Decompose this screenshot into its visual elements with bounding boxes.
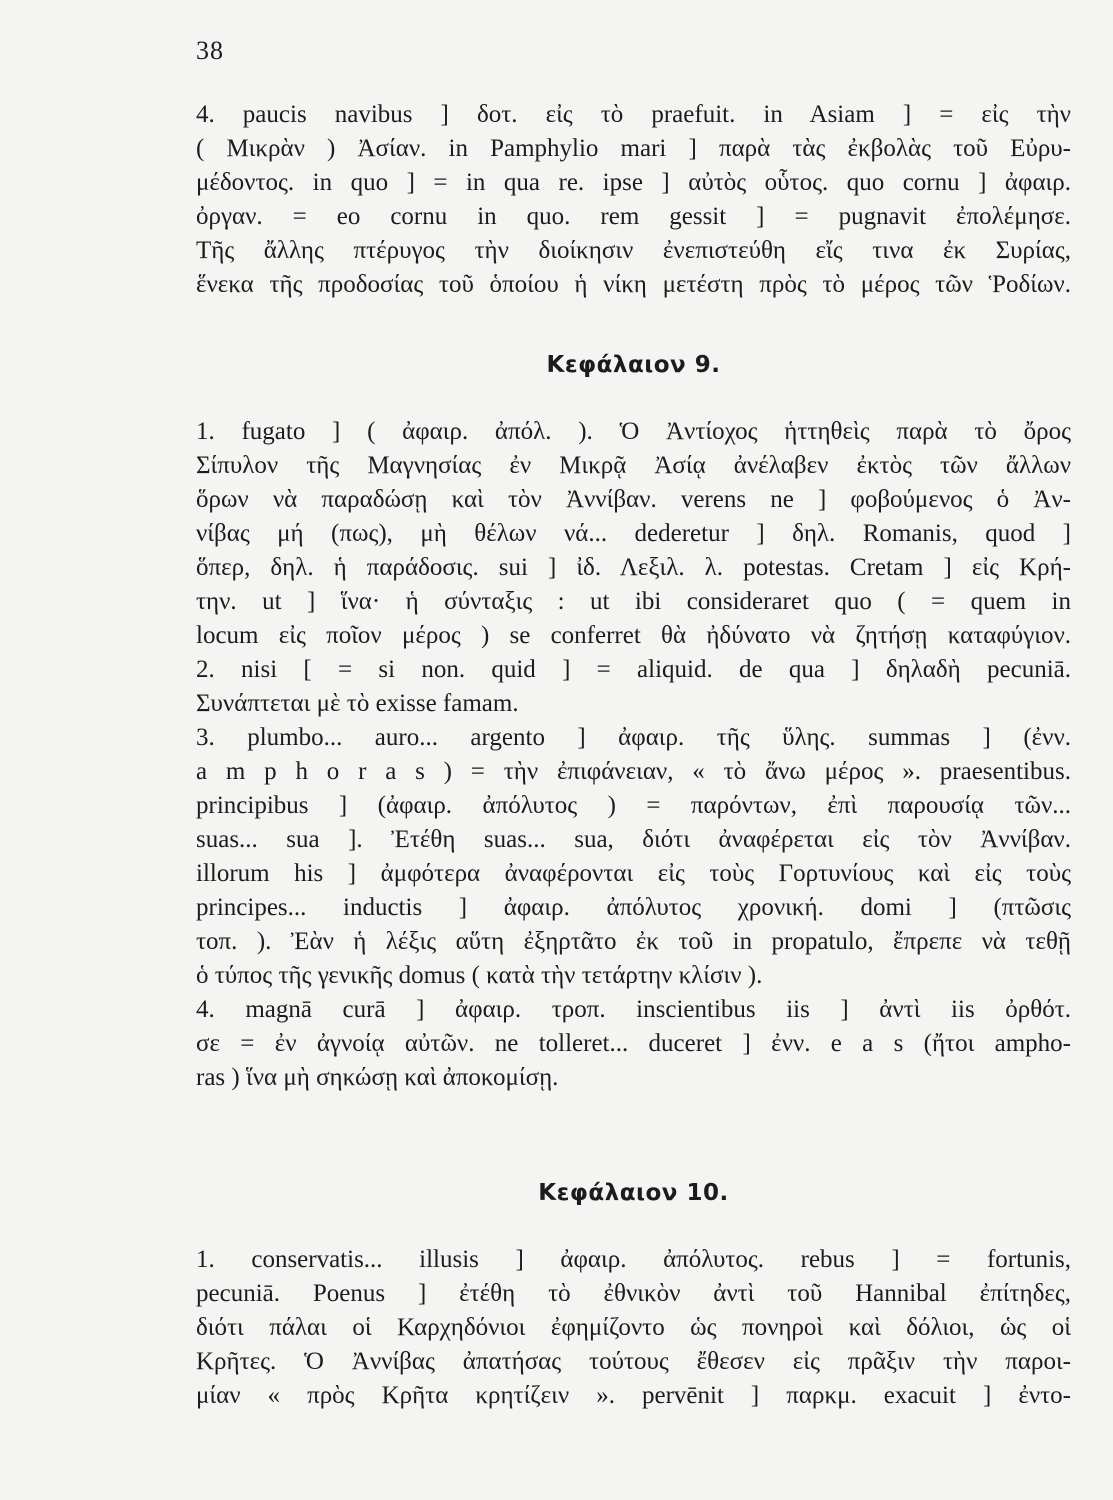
page-number: 38 xyxy=(196,36,224,65)
text-line: Συνάπτεται μὲ τὸ exisse famam. xyxy=(196,690,519,717)
text-line: σε = ἐν ἀγνοίᾳ αὐτῶν. ne tolleret... duceret ] ἐνν. e a s (ἤτοι ampho- xyxy=(196,1030,1071,1057)
text-line: Σίπυλον τῆς Μαγνησίας ἐν Μικρᾷ Ἀσίᾳ ἀνέλαβεν ἐκτὸς τῶν ἄλλων xyxy=(196,452,1071,479)
text-line: a m p h o r a s ) = τὴν ἐπιφάνειαν, « τὸ ἄνω μέρος ». praesentibus. xyxy=(196,758,1071,785)
text-line: μίαν « πρὸς Κρῆτα κρητίζειν ». pervēnit ] παρκμ. exacuit ] ἐντο- xyxy=(196,1382,1071,1409)
text-line: principes... inductis ] ἀφαιρ. ἀπόλυτος χρονική. domi ] (πτῶσις xyxy=(196,894,1071,921)
text-line: ὀργαν. = eo cornu in quo. rem gessit ] = pugnavit ἐπολέμησε. xyxy=(196,203,1071,230)
notes-block-chapter-10 xyxy=(196,1243,1071,1413)
text-line: 1. fugato ] ( ἀφαιρ. ἀπόλ. ). Ὁ Ἀντίοχος ἡττηθεὶς παρὰ τὸ ὄρος xyxy=(196,418,1071,445)
text-line: ἕνεκα τῆς προδοσίας τοῦ ὁποίου ἡ νίκη μετέστη πρὸς τὸ μέρος τῶν Ῥοδίων. xyxy=(196,271,1071,298)
chapter-heading-10: Κεφάλαιον 10. xyxy=(538,1180,729,1206)
notes-block-chapter-8 xyxy=(196,98,1071,302)
chapter-heading-9: Κεφάλαιον 9. xyxy=(546,352,721,378)
text-line: μέδοντος. in quo ] = in qua re. ipse ] αὐτὸς οὗτος. quo cornu ] ἀφαιρ. xyxy=(196,169,1071,196)
text-line: ὅρων νὰ παραδώσῃ καὶ τὸν Ἀννίβαν. verens ne ] φοβούμενος ὁ Ἀν- xyxy=(196,486,1071,513)
text-line: ὁ τύπος τῆς γενικῆς domus ( κατὰ τὴν τετάρτην κλίσιν ). xyxy=(196,962,763,989)
text-line: 4. magnā curā ] ἀφαιρ. τροπ. inscientibus iis ] ἀντὶ iis ὀρθότ. xyxy=(196,996,1071,1023)
text-line: ( Μικρὰν ) Ἀσίαν. in Pamphylio mari ] παρὰ τὰς ἐκβολὰς τοῦ Εὐρυ- xyxy=(196,135,1071,162)
notes-block-chapter-9 xyxy=(196,415,1071,1095)
text-line: pecuniā. Poenus ] ἐτέθη τὸ ἐθνικὸν ἀντὶ τοῦ Hannibal ἐπίτηδες, xyxy=(196,1280,1071,1307)
text-line: Τῆς ἄλλης πτέρυγος τὴν διοίκησιν ἐνεπιστεύθη εἴς τινα ἐκ Συρίας, xyxy=(196,237,1071,264)
text-line: 4. paucis navibus ] δοτ. εἰς τὸ praefuit. in Asiam ] = εἰς τὴν xyxy=(196,101,1071,128)
text-line: suas... sua ]. Ἐτέθη suas... sua, διότι ἀναφέρεται εἰς τὸν Ἀννίβαν. xyxy=(196,826,1071,853)
text-line: νίβας μή (πως), μὴ θέλων νά... dederetur ] δηλ. Romanis, quod ] xyxy=(196,520,1071,547)
text-line: τοπ. ). Ἐὰν ἡ λέξις αὕτη ἐξηρτᾶτο ἐκ τοῦ in propatulo, ἔπρεπε νὰ τεθῇ xyxy=(196,928,1071,955)
text-line: την. ut ] ἵνα· ἡ σύνταξις : ut ibi consideraret quo ( = quem in xyxy=(196,588,1071,615)
text-line: ras ) ἵνα μὴ σηκώσῃ καὶ ἀποκομίσῃ. xyxy=(196,1064,559,1091)
text-line: 3. plumbo... auro... argento ] ἀφαιρ. τῆς ὕλης. summas ] (ἐνν. xyxy=(196,724,1071,751)
text-line: Κρῆτες. Ὁ Ἀννίβας ἀπατήσας τούτους ἔθεσεν εἰς πρᾶξιν τὴν παροι- xyxy=(196,1348,1071,1375)
text-line: διότι πάλαι οἱ Καρχηδόνιοι ἐφημίζοντο ὡς πονηροὶ καὶ δόλιοι, ὡς οἱ xyxy=(196,1314,1071,1341)
text-line: 1. conservatis... illusis ] ἀφαιρ. ἀπόλυτος. rebus ] = fortunis, xyxy=(196,1246,1071,1273)
text-line: locum εἰς ποῖον μέρος ) se conferret θὰ ἠδύνατο νὰ ζητήσῃ καταφύγιον. xyxy=(196,622,1071,649)
text-line: ὅπερ, δηλ. ἡ παράδοσις. sui ] ἰδ. Λεξιλ. λ. potestas. Cretam ] εἰς Κρή- xyxy=(196,554,1071,581)
text-line: 2. nisi [ = si non. quid ] = aliquid. de qua ] δηλαδὴ pecuniā. xyxy=(196,656,1071,683)
text-line: illorum his ] ἀμφότερα ἀναφέρονται εἰς τοὺς Γορτυνίους καὶ εἰς τοὺς xyxy=(196,860,1071,887)
text-line: principibus ] (ἀφαιρ. ἀπόλυτος ) = παρόντων, ἐπὶ παρουσίᾳ τῶν... xyxy=(196,792,1071,819)
